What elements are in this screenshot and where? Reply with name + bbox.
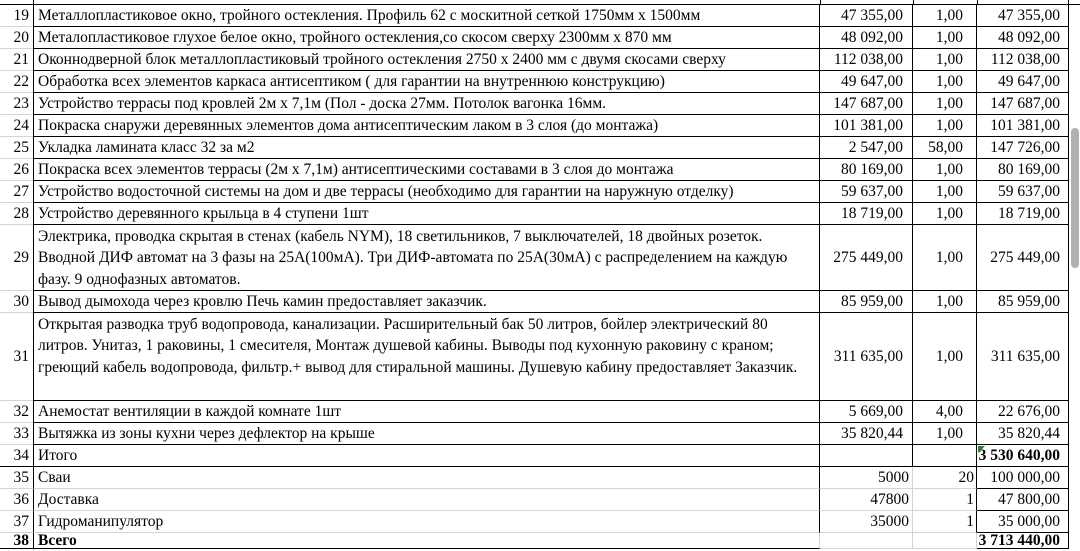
qty-cell-text: 1,00 [935, 50, 963, 68]
total-cell-text: 147 687,00 [990, 94, 1060, 112]
table-row [0, 71, 1069, 93]
row-number-cell-text: 33 [13, 424, 29, 442]
table-row [0, 203, 1069, 225]
row-number-cell[interactable] [0, 489, 33, 511]
qty-cell[interactable] [913, 137, 977, 159]
total-cell[interactable] [977, 423, 1069, 445]
description-cell-text: Покраска всех элементов террасы (2м х 7,1м) антисептическими составами в 3 слоя до монтажа [38, 160, 674, 178]
row-number-cell[interactable] [0, 115, 33, 137]
total-cell[interactable] [977, 511, 1069, 533]
qty-cell-text: 1,00 [935, 248, 963, 266]
qty-cell[interactable] [913, 533, 977, 549]
qty-cell-text: 1 [966, 512, 974, 530]
price-cell[interactable] [820, 137, 913, 159]
total-cell-text: 101 381,00 [990, 116, 1060, 134]
row-number-cell-text: 27 [13, 182, 29, 200]
description-cell[interactable] [33, 49, 820, 71]
row-number-cell[interactable] [0, 401, 33, 423]
description-cell-text: Сваи [38, 468, 71, 486]
description-cell[interactable] [33, 533, 820, 549]
price-cell-text: 275 449,00 [833, 248, 903, 266]
table-row [0, 467, 1069, 489]
row-number-cell[interactable] [0, 93, 33, 115]
description-cell-text: Гидроманипулятор [38, 512, 164, 530]
total-cell-text: 22 676,00 [998, 402, 1060, 420]
total-cell-text: 35 820,44 [998, 424, 1060, 442]
description-cell[interactable] [33, 115, 820, 137]
row-number-cell-text: 25 [13, 138, 29, 156]
qty-cell[interactable] [913, 313, 977, 401]
total-cell-text: 49 647,00 [998, 72, 1060, 90]
description-cell-text: Устройство водосточной системы на дом и две террасы (необходимо для гарантии на наружную отделку) [38, 182, 734, 200]
description-cell[interactable] [33, 225, 820, 291]
total-cell[interactable] [977, 27, 1069, 49]
qty-cell[interactable] [913, 291, 977, 313]
row-number-cell[interactable] [0, 203, 33, 225]
total-cell[interactable] [977, 203, 1069, 225]
price-cell[interactable] [820, 49, 913, 71]
description-cell[interactable] [33, 93, 820, 115]
row-number-cell[interactable] [0, 511, 33, 533]
grid-vmark [913, 0, 914, 4]
total-cell[interactable] [977, 467, 1069, 489]
row-number-cell-text: 19 [13, 6, 29, 24]
row-number-cell-text: 37 [13, 512, 29, 530]
price-cell[interactable] [820, 291, 913, 313]
grid-vmark [820, 0, 821, 4]
qty-cell[interactable] [913, 71, 977, 93]
price-cell[interactable] [820, 225, 913, 291]
total-cell[interactable] [977, 71, 1069, 93]
table-row [0, 93, 1069, 115]
row-number-cell[interactable] [0, 467, 33, 489]
table-row [0, 511, 1069, 533]
qty-cell-text: 1,00 [935, 116, 963, 134]
description-cell-text: Металопластиковое глухое белое окно, тройного остекления,со скосом сверху 2300мм х 870 мм [38, 28, 672, 46]
row-number-cell-text: 36 [13, 490, 29, 508]
grid-vmark [1068, 0, 1069, 4]
description-cell-text: Вытяжка из зоны кухни через дефлектор на крыше [38, 424, 375, 442]
total-cell[interactable] [977, 159, 1069, 181]
price-cell[interactable] [820, 423, 913, 445]
table-row [0, 291, 1069, 313]
description-cell-text: Оконнодверной блок металлопластиковый тройного остекления 2750 х 2400 мм с двумя скосами сверху [38, 50, 726, 68]
description-cell-text: Доставка [38, 490, 99, 508]
price-cell-text: 112 038,00 [833, 50, 903, 68]
row-number-cell-text: 28 [13, 204, 29, 222]
row-number-cell[interactable] [0, 313, 33, 401]
total-cell[interactable] [977, 137, 1069, 159]
total-cell-text: 112 038,00 [990, 50, 1060, 68]
description-cell[interactable] [33, 159, 820, 181]
table-row [0, 445, 1069, 467]
qty-cell-text: 4,00 [935, 402, 963, 420]
table-row [0, 181, 1069, 203]
total-cell[interactable] [977, 49, 1069, 71]
price-cell-text: 18 719,00 [841, 204, 903, 222]
qty-cell[interactable] [913, 489, 977, 511]
qty-cell[interactable] [913, 93, 977, 115]
total-cell-text: 47 800,00 [998, 490, 1060, 508]
row-number-cell[interactable] [0, 159, 33, 181]
price-cell-text: 5 669,00 [848, 402, 903, 420]
row-number-cell[interactable] [0, 445, 33, 467]
description-cell[interactable] [33, 137, 820, 159]
row-number-cell[interactable] [0, 5, 33, 27]
qty-cell-text: 1,00 [935, 424, 963, 442]
row-number-cell-text: 22 [13, 72, 29, 90]
qty-cell-text: 1,00 [935, 347, 963, 365]
price-cell[interactable] [820, 489, 913, 511]
description-cell-text: Устройство террасы под кровлей 2м х 7,1м (Пол - доска 27мм. Потолок вагонка 16мм. [38, 94, 607, 112]
description-cell-text: Укладка ламината класс 32 за м2 [38, 138, 255, 156]
qty-cell-text: 1,00 [935, 72, 963, 90]
row-number-cell[interactable] [0, 137, 33, 159]
row-number-cell[interactable] [0, 533, 33, 549]
qty-cell-text: 20 [958, 468, 974, 486]
price-cell[interactable] [820, 5, 913, 27]
qty-cell[interactable] [913, 49, 977, 71]
total-cell[interactable] [977, 445, 1069, 467]
qty-cell[interactable] [913, 203, 977, 225]
total-cell[interactable] [977, 401, 1069, 423]
description-cell[interactable] [33, 445, 820, 467]
total-cell-text: 47 355,00 [998, 6, 1060, 24]
description-cell-text: Всего [38, 533, 77, 549]
total-cell-text: 80 169,00 [998, 160, 1060, 178]
description-cell-text: Металлопластиковое окно, тройного остекления. Профиль 62 с москитной сеткой 1750мм х 1500мм [38, 6, 701, 24]
grid-vmark [977, 0, 978, 4]
qty-cell-text: 1,00 [935, 160, 963, 178]
qty-cell[interactable] [913, 445, 977, 467]
price-cell[interactable] [820, 467, 913, 489]
price-cell-text: 85 959,00 [841, 292, 903, 310]
total-cell-text: 311 635,00 [990, 347, 1060, 365]
row-number-cell-text: 31 [13, 347, 29, 365]
description-cell-text: Вывод дымохода через кровлю Печь камин предоставляет заказчик. [38, 292, 487, 310]
table-row [0, 533, 1069, 549]
total-cell[interactable] [977, 489, 1069, 511]
description-cell[interactable] [33, 291, 820, 313]
total-cell[interactable] [977, 181, 1069, 203]
row-number-cell[interactable] [0, 291, 33, 313]
qty-cell[interactable] [913, 511, 977, 533]
estimate-table [0, 5, 1080, 549]
description-cell[interactable] [33, 313, 820, 401]
description-cell[interactable] [33, 423, 820, 445]
price-cell-text: 35 820,44 [841, 424, 903, 442]
green-corner-marker-icon [978, 446, 985, 453]
table-row [0, 423, 1069, 445]
price-cell-text: 147 687,00 [833, 94, 903, 112]
description-cell-text: Устройство деревянного крыльца в 4 ступени 1шт [38, 204, 369, 222]
qty-cell-text: 1,00 [935, 204, 963, 222]
total-cell-text: 18 719,00 [998, 204, 1060, 222]
row-number-cell-text: 29 [13, 248, 29, 266]
row-number-cell[interactable] [0, 225, 33, 291]
price-cell[interactable] [820, 313, 913, 401]
qty-cell[interactable] [913, 401, 977, 423]
price-cell[interactable] [820, 445, 913, 467]
price-cell[interactable] [820, 115, 913, 137]
total-cell[interactable] [977, 313, 1069, 401]
price-cell-text: 311 635,00 [833, 347, 903, 365]
description-cell-text: Обработка всех элементов каркаса антисептиком ( для гарантии на внутреннюю конструкцию) [38, 72, 665, 90]
table-row [0, 489, 1069, 511]
description-cell[interactable] [33, 203, 820, 225]
description-cell[interactable] [33, 401, 820, 423]
price-cell[interactable] [820, 71, 913, 93]
row-number-cell-text: 21 [13, 50, 29, 68]
description-cell-text: Итого [38, 446, 78, 464]
total-cell-text: 147 726,00 [990, 138, 1060, 156]
qty-cell-text: 1,00 [935, 292, 963, 310]
description-cell-text: Электрика, проводка скрытая в стенах (кабель NYM), 18 светильников, 7 выключателей, 18 двойных розеток. Вводной ДИФ автомат на 3 фазы на 25А(100мА). Три ДИФ-автомата по 25А(30мА) с распределением на каждую фазу. 9 однофазных автоматов. [38, 227, 788, 288]
row-number-cell-text: 38 [13, 533, 29, 549]
total-cell-text: 3 713 440,00 [978, 533, 1060, 549]
grid-vmark [33, 0, 34, 4]
price-cell-text: 35000 [870, 512, 909, 530]
description-cell[interactable] [33, 489, 820, 511]
total-cell[interactable] [977, 5, 1069, 27]
description-cell-text: Анемостат вентиляции в каждой комнате 1шт [38, 402, 342, 420]
price-cell[interactable] [820, 533, 913, 549]
row-number-cell[interactable] [0, 181, 33, 203]
total-cell-text: 59 637,00 [998, 182, 1060, 200]
qty-cell[interactable] [913, 5, 977, 27]
price-cell-text: 80 169,00 [841, 160, 903, 178]
price-cell[interactable] [820, 159, 913, 181]
row-number-cell-text: 34 [13, 446, 29, 464]
qty-cell-text: 1,00 [935, 94, 963, 112]
qty-cell-text: 58,00 [928, 138, 963, 156]
price-cell-text: 2 547,00 [848, 138, 903, 156]
total-cell-text: 275 449,00 [990, 248, 1060, 266]
description-cell-text: Покраска снаружи деревянных элементов дома антисептическим лаком в 3 слоя (до монтажа) [38, 116, 659, 134]
row-number-cell[interactable] [0, 71, 33, 93]
description-cell[interactable] [33, 5, 820, 27]
price-cell-text: 49 647,00 [841, 72, 903, 90]
table-row [0, 115, 1069, 137]
qty-cell[interactable] [913, 181, 977, 203]
table-row [0, 313, 1069, 401]
row-number-cell[interactable] [0, 27, 33, 49]
partial-row-above [0, 0, 1080, 5]
description-cell[interactable] [33, 27, 820, 49]
total-cell[interactable] [977, 291, 1069, 313]
qty-cell-text: 1,00 [935, 28, 963, 46]
row-number-cell[interactable] [0, 49, 33, 71]
row-number-cell-text: 32 [13, 402, 29, 420]
price-cell-text: 101 381,00 [833, 116, 903, 134]
price-cell[interactable] [820, 203, 913, 225]
price-cell[interactable] [820, 181, 913, 203]
total-cell-text: 100 000,00 [990, 468, 1060, 486]
qty-cell-text: 1,00 [935, 6, 963, 24]
total-cell-text: 35 000,00 [998, 512, 1060, 530]
table-row [0, 137, 1069, 159]
price-cell[interactable] [820, 93, 913, 115]
table-row [0, 225, 1069, 291]
total-cell-text: 85 959,00 [998, 292, 1060, 310]
total-cell[interactable] [977, 93, 1069, 115]
price-cell-text: 47800 [870, 490, 909, 508]
row-number-cell-text: 23 [13, 94, 29, 112]
description-cell[interactable] [33, 511, 820, 533]
row-number-cell-text: 30 [13, 292, 29, 310]
scrollbar-thumb[interactable] [1071, 128, 1079, 268]
price-cell-text: 59 637,00 [841, 182, 903, 200]
table-row [0, 5, 1069, 27]
qty-cell[interactable] [913, 115, 977, 137]
description-cell[interactable] [33, 467, 820, 489]
qty-cell[interactable] [913, 423, 977, 445]
table-row [0, 27, 1069, 49]
total-cell[interactable] [977, 225, 1069, 291]
row-number-cell-text: 26 [13, 160, 29, 178]
row-number-cell-text: 35 [13, 468, 29, 486]
total-cell-text: 48 092,00 [998, 28, 1060, 46]
qty-cell-text: 1,00 [935, 182, 963, 200]
table-row [0, 401, 1069, 423]
qty-cell-text: 1 [966, 490, 974, 508]
row-number-cell-text: 24 [13, 116, 29, 134]
price-cell[interactable] [820, 511, 913, 533]
total-cell-text: 3 530 640,00 [978, 446, 1060, 464]
price-cell[interactable] [820, 401, 913, 423]
row-number-cell-text: 20 [13, 28, 29, 46]
description-cell[interactable] [33, 181, 820, 203]
qty-cell[interactable] [913, 27, 977, 49]
price-cell-text: 5000 [878, 468, 909, 486]
price-cell-text: 48 092,00 [841, 28, 903, 46]
price-cell-text: 47 355,00 [841, 6, 903, 24]
total-cell[interactable] [977, 533, 1069, 549]
description-cell[interactable] [33, 71, 820, 93]
table-row [0, 159, 1069, 181]
price-cell[interactable] [820, 27, 913, 49]
qty-cell[interactable] [913, 225, 977, 291]
table-row [0, 49, 1069, 71]
row-number-cell[interactable] [0, 423, 33, 445]
description-cell-text: Открытая разводка труб водопровода, канализации. Расширительный бак 50 литров, бойлер электрический 80 литров. Унитаз, 1 раковины, 1 смесителя, Монтаж душевой кабины. Выводы под кухонную раковину с краном; греющий кабель водопровода, фильтр.+ вывод для стиральной машины. Душевую кабину предоставляет Заказчик. [38, 315, 798, 376]
qty-cell[interactable] [913, 467, 977, 489]
qty-cell[interactable] [913, 159, 977, 181]
total-cell[interactable] [977, 115, 1069, 137]
